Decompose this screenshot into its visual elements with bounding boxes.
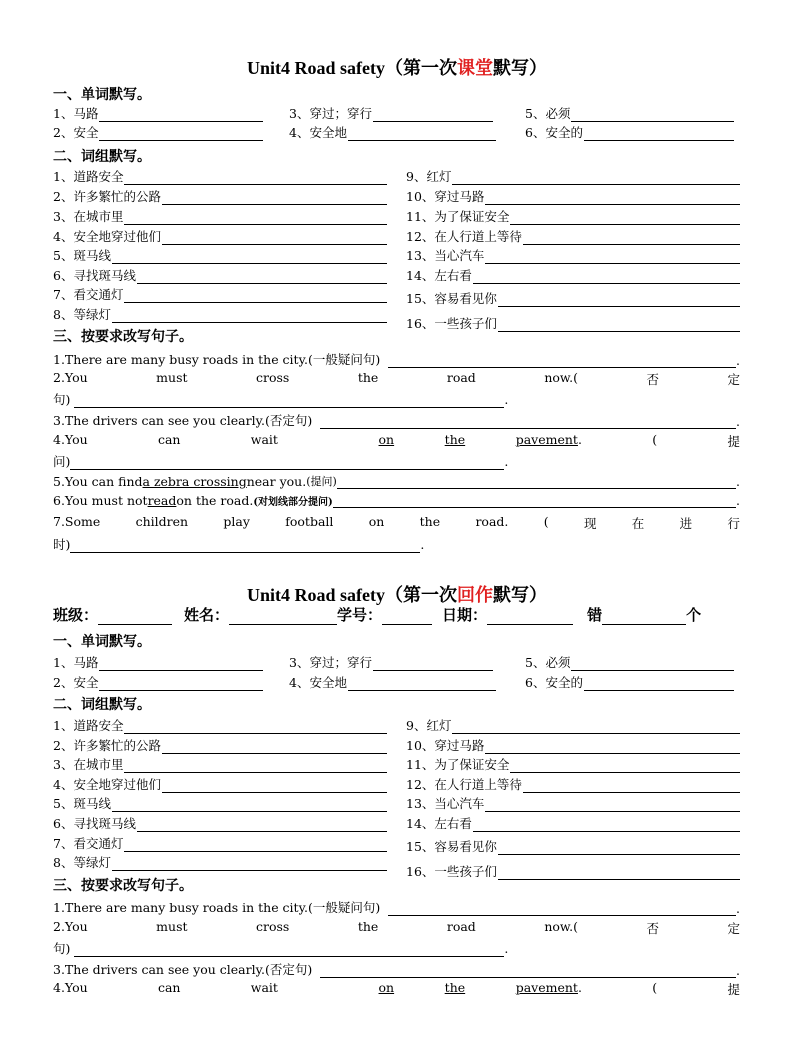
answer-line[interactable] — [498, 841, 740, 855]
word-item: 2、安全 — [53, 673, 263, 691]
phrase-item: 1、道路安全 — [53, 716, 387, 734]
phrase-item: 4、安全地穿过他们 — [53, 775, 387, 793]
section-word-dictation-2: 一、单词默写。 — [53, 634, 151, 650]
sentence-5: 5.You can find a zebra crossing near you. (提问) . — [53, 474, 740, 489]
answer-line[interactable] — [510, 211, 740, 225]
word-item: 4、安全地 — [289, 673, 496, 691]
phrase-item: 9、红灯 — [406, 167, 740, 185]
answer-line[interactable] — [162, 779, 387, 793]
answer-line[interactable] — [337, 476, 736, 489]
phrase-item: 3、在城市里 — [53, 207, 387, 225]
name-label: 姓名： — [184, 606, 230, 624]
answer-line[interactable] — [320, 965, 736, 978]
answer-line[interactable] — [584, 677, 734, 691]
answer-line[interactable] — [498, 866, 740, 880]
answer-line[interactable] — [333, 495, 736, 508]
sentence-1: 1.There are many busy roads in the city.(一般疑问句) . — [53, 900, 740, 916]
phrase-item: 15、容易看见你 — [406, 289, 740, 307]
answer-line[interactable] — [485, 250, 740, 264]
word-item: 5、必须 — [525, 104, 734, 122]
answer-line[interactable] — [124, 720, 387, 734]
worksheet-title-2: Unit4 Road safety（第一次回作默写） — [247, 585, 547, 605]
unit-label: 个 — [686, 606, 702, 624]
answer-line[interactable] — [571, 657, 734, 671]
phrase-item: 10、穿过马路 — [406, 187, 740, 205]
sentence-6: 6.You must not read on the road. (对划线部分提问) . — [53, 493, 740, 508]
section-rewrite-sentences-2: 三、按要求改写句子。 — [53, 878, 193, 894]
phrase-item: 5、斑马线 — [53, 794, 387, 812]
answer-line[interactable] — [162, 231, 387, 245]
wrong-label: 错 — [587, 606, 603, 624]
phrase-item: 14、左右看 — [406, 814, 740, 832]
sentence-4: 4.You can wait on the pavement . ( 提 — [53, 980, 740, 997]
answer-line[interactable] — [74, 395, 504, 408]
sentence-1: 1.There are many busy roads in the city.(一般疑问句) . — [53, 352, 740, 368]
answer-line[interactable] — [571, 108, 734, 122]
answer-line[interactable] — [124, 211, 387, 225]
answer-line[interactable] — [124, 171, 387, 185]
date-label: 日期： — [442, 606, 488, 624]
answer-line[interactable] — [498, 318, 740, 332]
phrase-item: 5、斑马线 — [53, 246, 387, 264]
answer-line[interactable] — [99, 127, 263, 141]
answer-line[interactable] — [485, 191, 740, 205]
phrase-item: 8、等绿灯 — [53, 853, 387, 871]
answer-line[interactable] — [124, 838, 387, 852]
phrase-item: 14、左右看 — [406, 266, 740, 284]
answer-line[interactable] — [137, 270, 387, 284]
answer-line[interactable] — [112, 309, 387, 323]
answer-line[interactable] — [510, 759, 740, 773]
answer-line[interactable] — [452, 720, 740, 734]
phrase-item: 2、许多繁忙的公路 — [53, 736, 387, 754]
answer-line[interactable] — [473, 818, 740, 832]
answer-line[interactable] — [523, 231, 740, 245]
phrase-item: 12、在人行道上等待 — [406, 775, 740, 793]
phrase-item: 16、一些孩子们 — [406, 314, 740, 332]
answer-line[interactable] — [162, 191, 387, 205]
name-field[interactable] — [229, 610, 337, 625]
answer-line[interactable] — [137, 818, 387, 832]
phrase-item: 3、在城市里 — [53, 755, 387, 773]
section-phrase-dictation-2: 二、词组默写。 — [53, 697, 151, 713]
word-item: 5、必须 — [525, 653, 734, 671]
answer-line[interactable] — [584, 127, 734, 141]
answer-line[interactable] — [320, 416, 736, 429]
phrase-item: 11、为了保证安全 — [406, 755, 740, 773]
answer-line[interactable] — [348, 677, 496, 691]
answer-line[interactable] — [162, 740, 387, 754]
sentence-3: 3.The drivers can see you clearly.(否定句) . — [53, 413, 740, 429]
answer-line[interactable] — [373, 657, 493, 671]
word-item: 3、穿过；穿行 — [289, 653, 493, 671]
phrase-item: 12、在人行道上等待 — [406, 227, 740, 245]
class-label: 班级： — [53, 606, 99, 624]
word-item: 2、安全 — [53, 123, 263, 141]
word-item: 6、安全的 — [525, 673, 734, 691]
sentence-2: 2.You must cross the road now.( 否 定 — [53, 370, 740, 387]
phrase-item: 6、寻找斑马线 — [53, 814, 387, 832]
sentence-4: 4.You can wait on the pavement . ( 提 — [53, 432, 740, 449]
answer-line[interactable] — [373, 108, 493, 122]
answer-line[interactable] — [388, 355, 736, 368]
sentence-2-cont: 句) . — [53, 392, 509, 407]
sentence-2-cont: 句) . — [53, 941, 509, 956]
wrong-count-field[interactable] — [602, 610, 686, 625]
student-info-row — [53, 604, 701, 625]
answer-line[interactable] — [99, 657, 263, 671]
answer-line[interactable] — [473, 270, 740, 284]
answer-line[interactable] — [485, 740, 740, 754]
answer-line[interactable] — [124, 289, 387, 303]
date-field[interactable] — [487, 610, 573, 625]
word-item: 1、马路 — [53, 653, 263, 671]
section-word-dictation-1: 一、单词默写。 — [53, 87, 151, 103]
id-label: 学号： — [337, 606, 383, 624]
phrase-item: 16、一些孩子们 — [406, 862, 740, 880]
answer-line[interactable] — [99, 108, 263, 122]
sentence-7-cont: 时) . — [53, 537, 425, 552]
answer-line[interactable] — [348, 127, 496, 141]
answer-line[interactable] — [485, 798, 740, 812]
answer-line[interactable] — [388, 903, 736, 916]
phrase-item: 13、当心汽车 — [406, 246, 740, 264]
sentence-3: 3.The drivers can see you clearly.(否定句) . — [53, 962, 740, 978]
answer-line[interactable] — [112, 250, 387, 264]
phrase-item: 9、红灯 — [406, 716, 740, 734]
answer-line[interactable] — [99, 677, 263, 691]
phrase-item: 11、为了保证安全 — [406, 207, 740, 225]
word-item: 4、安全地 — [289, 123, 496, 141]
class-field[interactable] — [98, 610, 172, 625]
answer-line[interactable] — [498, 293, 740, 307]
id-field[interactable] — [382, 610, 432, 625]
phrase-item: 8、等绿灯 — [53, 305, 387, 323]
phrase-item: 6、寻找斑马线 — [53, 266, 387, 284]
phrase-item: 7、看交通灯 — [53, 834, 387, 852]
answer-line[interactable] — [452, 171, 740, 185]
answer-line[interactable] — [74, 944, 504, 957]
section-phrase-dictation-1: 二、词组默写。 — [53, 149, 151, 165]
phrase-item: 10、穿过马路 — [406, 736, 740, 754]
phrase-item: 2、许多繁忙的公路 — [53, 187, 387, 205]
phrase-item: 7、看交通灯 — [53, 285, 387, 303]
word-item: 6、安全的 — [525, 123, 734, 141]
answer-line[interactable] — [124, 759, 387, 773]
word-item: 3、穿过；穿行 — [289, 104, 493, 122]
answer-line[interactable] — [112, 857, 387, 871]
section-rewrite-sentences-1: 三、按要求改写句子。 — [53, 329, 193, 345]
sentence-7: 7.Some children play football on the road. ( 现 在 进 行 — [53, 514, 740, 531]
phrase-item: 15、容易看见你 — [406, 837, 740, 855]
phrase-item: 13、当心汽车 — [406, 794, 740, 812]
worksheet-title-1: Unit4 Road safety（第一次课堂默写） — [247, 58, 547, 78]
answer-line[interactable] — [112, 798, 387, 812]
phrase-item: 4、安全地穿过他们 — [53, 227, 387, 245]
word-item: 1、马路 — [53, 104, 263, 122]
answer-line[interactable] — [70, 540, 420, 553]
phrase-item: 1、道路安全 — [53, 167, 387, 185]
sentence-2: 2.You must cross the road now.( 否 定 — [53, 919, 740, 936]
answer-line[interactable] — [70, 457, 504, 470]
answer-line[interactable] — [523, 779, 740, 793]
sentence-4-cont: 问) . — [53, 454, 509, 469]
